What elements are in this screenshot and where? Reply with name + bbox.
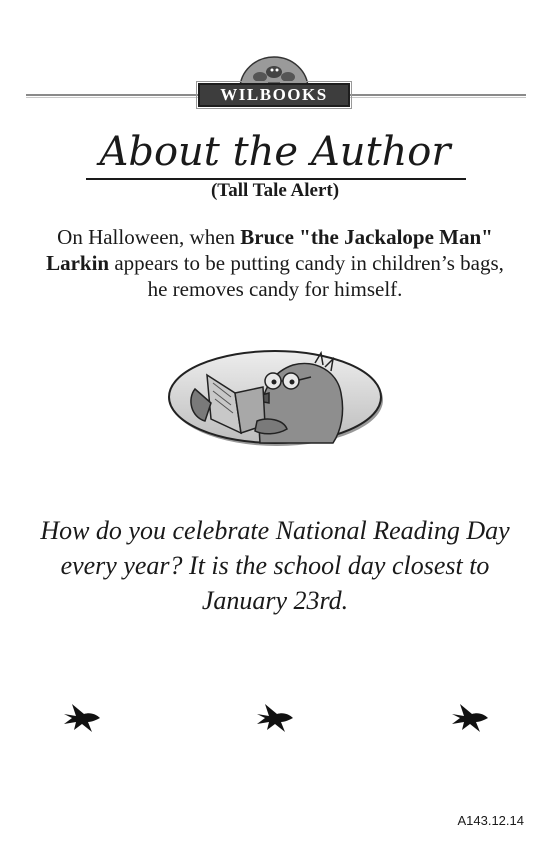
author-name: Bruce "the Jackalope Man" Larkin [46,225,493,275]
page-title: About the Author [99,129,451,175]
wilbooks-logo: WILBOOKS [198,83,350,107]
paragraph-intro: On Halloween, when [57,225,241,249]
page-subtitle: (Tall Tale Alert) [210,180,340,201]
reading-day-question: How do you celebrate National Reading Day every year? It is the school day closest to January 23rd. [40,516,510,615]
flying-bird-icon [255,700,295,734]
flying-bird-icon [62,700,102,734]
flying-bird-icon [450,700,490,734]
paragraph-rest: appears to be putting candy in children’s bags, he removes candy for himself. [109,251,504,301]
product-code: A143.12.14 [457,813,524,828]
author-paragraph [40,224,510,302]
bird-reading-book-icon [165,347,387,449]
